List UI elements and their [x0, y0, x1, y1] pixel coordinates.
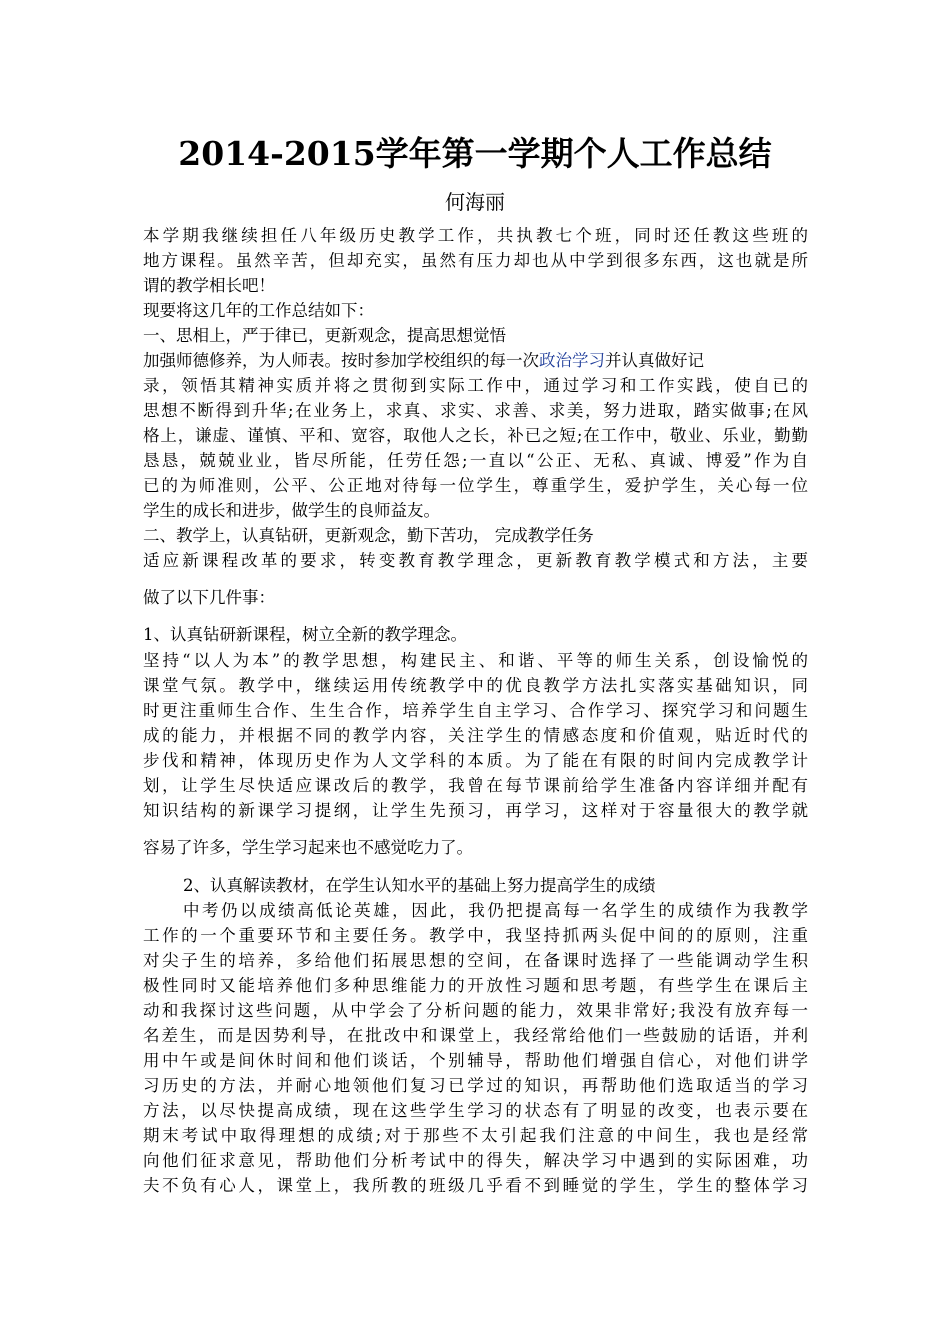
text-line: 期末考试中取得理想的成绩;对于那些不太引起我们注意的中间生，我也是经常 — [143, 1126, 808, 1145]
text-line: 课堂气氛。教学中，继续运用传统教学中的优良教学方法扎实落实基础知识，同 — [143, 676, 808, 695]
text-line-with-link — [143, 349, 808, 373]
text-line: 向他们征求意见，帮助他们分析考试中的得失，解决学习中遇到的实际困难，功 — [143, 1151, 808, 1170]
text-line: 动和我探讨这些问题，从中学会了分析问题的能力，效果非常好;我没有放弃每一 — [143, 1001, 808, 1020]
text-line: 地方课程。虽然辛苦，但却充实，虽然有压力却也从中学到很多东西，这也就是所 — [143, 251, 808, 270]
section-heading: 一、思相上，严于律已，更新观念，提高思想觉悟 — [143, 326, 506, 345]
text-line: 方法，以尽快提高成绩，现在这些学生学习的状态有了明显的改变，也表示要在 — [143, 1101, 808, 1120]
text-line: 谓的教学相长吧！ — [143, 276, 275, 295]
text-line: 录，领悟其精神实质并将之贯彻到实际工作中，通过学习和工作实践，使自已的 — [143, 376, 808, 395]
text-line: 用中午或是间休时间和他们谈话，个别辅导，帮助他们增强自信心，对他们讲学 — [143, 1051, 808, 1070]
text-line: 现要将这几年的工作总结如下： — [143, 301, 374, 320]
text-line: 恳恳，兢兢业业，皆尽所能，任劳任怨;一直以“公正、无私、真诚、博爱”作为自 — [143, 451, 808, 470]
text-line: 坚持“以人为本”的教学思想，构建民主、和谐、平等的师生关系，创设愉悦的 — [143, 651, 808, 670]
text-line: 夫不负有心人，课堂上，我所教的班级几乎看不到睡觉的学生，学生的整体学习 — [143, 1176, 808, 1195]
text-line: 名差生，而是因势利导，在批改中和课堂上，我经常给他们一些鼓励的话语，并利 — [143, 1026, 808, 1045]
text-line: 格上，谦虚、谨慎、平和、宽容，取他人之长，补已之短;在工作中，敬业、乐业，勤勤 — [143, 426, 808, 445]
section-heading: 二、教学上，认真钻研，更新观念，勤下苦功， 完成教学任务 — [143, 526, 594, 545]
subsection-heading: 1、认真钻研新课程，树立全新的教学理念。 — [143, 625, 467, 644]
text-line: 划，让学生尽快适应课改后的教学，我曾在每节课前给学生准备内容详细并配有 — [143, 776, 808, 795]
document-author: 何海丽 — [445, 190, 505, 214]
text-segment: 加强师德修养，为人师表。按时参加学校组织的每一次 — [143, 351, 539, 370]
text-line: 中考仍以成绩高低论英雄，因此，我仍把提高每一名学生的成绩作为我教学 — [183, 901, 808, 920]
text-line: 极性同时又能培养他们多种思维能力的开放性习题和思考题，有些学生在课后主 — [143, 976, 808, 995]
subsection-heading: 2、认真解读教材，在学生认知水平的基础上努力提高学生的成绩 — [183, 876, 656, 895]
text-line: 时更注重师生合作、生生合作，培养学生自主学习、合作学习、探究学习和问题生 — [143, 701, 808, 720]
text-line: 适应新课程改革的要求，转变教育教学理念，更新教育教学模式和方法，主要 — [143, 551, 808, 570]
text-line: 本学期我继续担任八年级历史教学工作，共执教七个班，同时还任教这些班的 — [143, 226, 808, 245]
political-study-link[interactable]: 政治学习 — [539, 351, 605, 370]
text-line: 习历史的方法，并耐心地领他们复习已学过的知识，再帮助他们选取适当的学习 — [143, 1076, 808, 1095]
text-segment: 并认真做好记 — [605, 351, 704, 370]
text-line: 知识结构的新课学习提纲，让学生先预习，再学习，这样对于容量很大的教学就 — [143, 801, 808, 820]
text-line: 容易了许多，学生学习起来也不感觉吃力了。 — [143, 838, 473, 857]
text-line: 对尖子生的培养，多给他们拓展思想的空间，在备课时选择了一些能调动学生积 — [143, 951, 808, 970]
text-line: 工作的一个重要环节和主要任务。教学中，我坚持抓两头促中间的的原则，注重 — [143, 926, 808, 945]
document-title: 2014-2015学年第一学期个人工作总结 — [178, 134, 772, 173]
text-line: 学生的成长和进步，做学生的良师益友。 — [143, 501, 440, 520]
text-line: 步伐和精神，体现历史作为人文学科的本质。为了能在有限的时间内完成教学计 — [143, 751, 808, 770]
text-line: 做了以下几件事： — [143, 588, 275, 607]
text-line: 成的能力，并根据不同的教学内容，关注学生的情感态度和价值观，贴近时代的 — [143, 726, 808, 745]
text-line: 思想不断得到升华;在业务上，求真、求实、求善、求美，努力进取，踏实做事;在风 — [143, 401, 808, 420]
text-line: 已的为师准则，公平、公正地对待每一位学生，尊重学生，爱护学生，关心每一位 — [143, 476, 808, 495]
